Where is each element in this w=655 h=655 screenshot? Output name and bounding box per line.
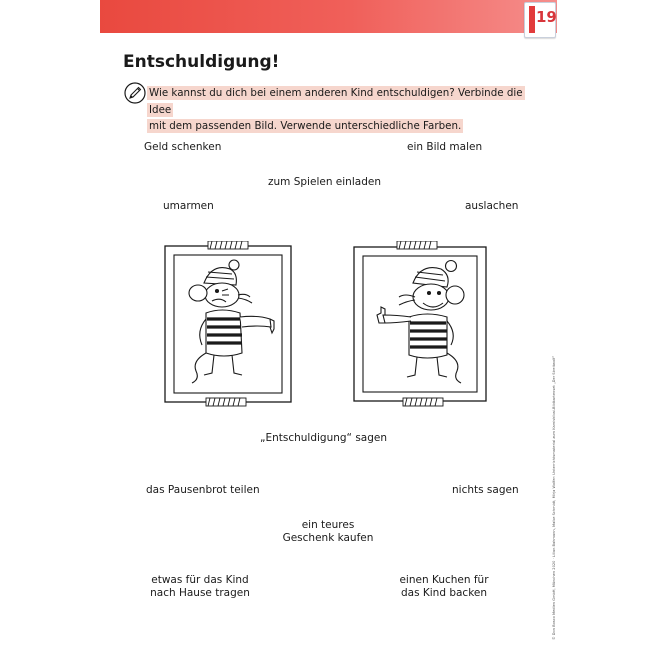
tape-top	[397, 241, 437, 249]
badge-tab	[529, 6, 535, 33]
idea-auslachen: auslachen	[465, 200, 519, 212]
tape-bottom	[403, 398, 443, 406]
worksheet-number: 19	[536, 8, 557, 26]
idea-spielen-einladen: zum Spielen einladen	[268, 176, 381, 188]
pencil-icon	[124, 82, 146, 104]
task-line-2: mit dem passenden Bild. Verwende unterschiedliche Farben.	[149, 120, 462, 132]
idea-kuchen-backen	[384, 574, 504, 600]
tape-top	[208, 241, 248, 249]
worksheet-badge	[524, 2, 556, 38]
idea-bild-malen: ein Bild malen	[407, 141, 483, 153]
task-line-1: Wie kannst du dich bei einem anderen Kind entschuldigen? Verbinde die Idee	[149, 87, 523, 116]
picture-mouse-thumbs-up	[351, 241, 491, 409]
idea-pausenbrot-teilen: das Pausenbrot teilen	[146, 484, 260, 496]
picture-mouse-thumbs-down	[162, 241, 294, 409]
copyright-credit: © Don Bosco Medien GmbH, München 2020 · Lilian Bahmann, Maike Schmidt, Mirja Wolfer: Unterrichtsmaterial zum Kamishibai-Bildkartenset „Der Streitwolf“	[552, 355, 556, 640]
idea-nach-hause-line-2: nach Hause tragen	[150, 587, 250, 599]
idea-geschenk-line-1: ein teures	[301, 519, 355, 531]
idea-entschuldigung-sagen: „Entschuldigung“ sagen	[260, 432, 387, 444]
page-title: Entschuldigung!	[123, 52, 280, 72]
idea-nach-hause-tragen	[140, 574, 260, 600]
idea-kuchen-line-2: das Kind backen	[400, 587, 488, 599]
header-bar	[100, 0, 557, 33]
task-instructions	[147, 85, 529, 135]
idea-nach-hause-line-1: etwas für das Kind	[151, 574, 249, 586]
idea-umarmen: umarmen	[163, 200, 214, 212]
idea-geld-schenken: Geld schenken	[144, 141, 222, 153]
idea-geschenk-kaufen	[268, 519, 388, 545]
idea-kuchen-line-1: einen Kuchen für	[399, 574, 489, 586]
idea-nichts-sagen: nichts sagen	[452, 484, 519, 496]
tape-bottom	[206, 398, 246, 406]
idea-geschenk-line-2: Geschenk kaufen	[282, 532, 374, 544]
